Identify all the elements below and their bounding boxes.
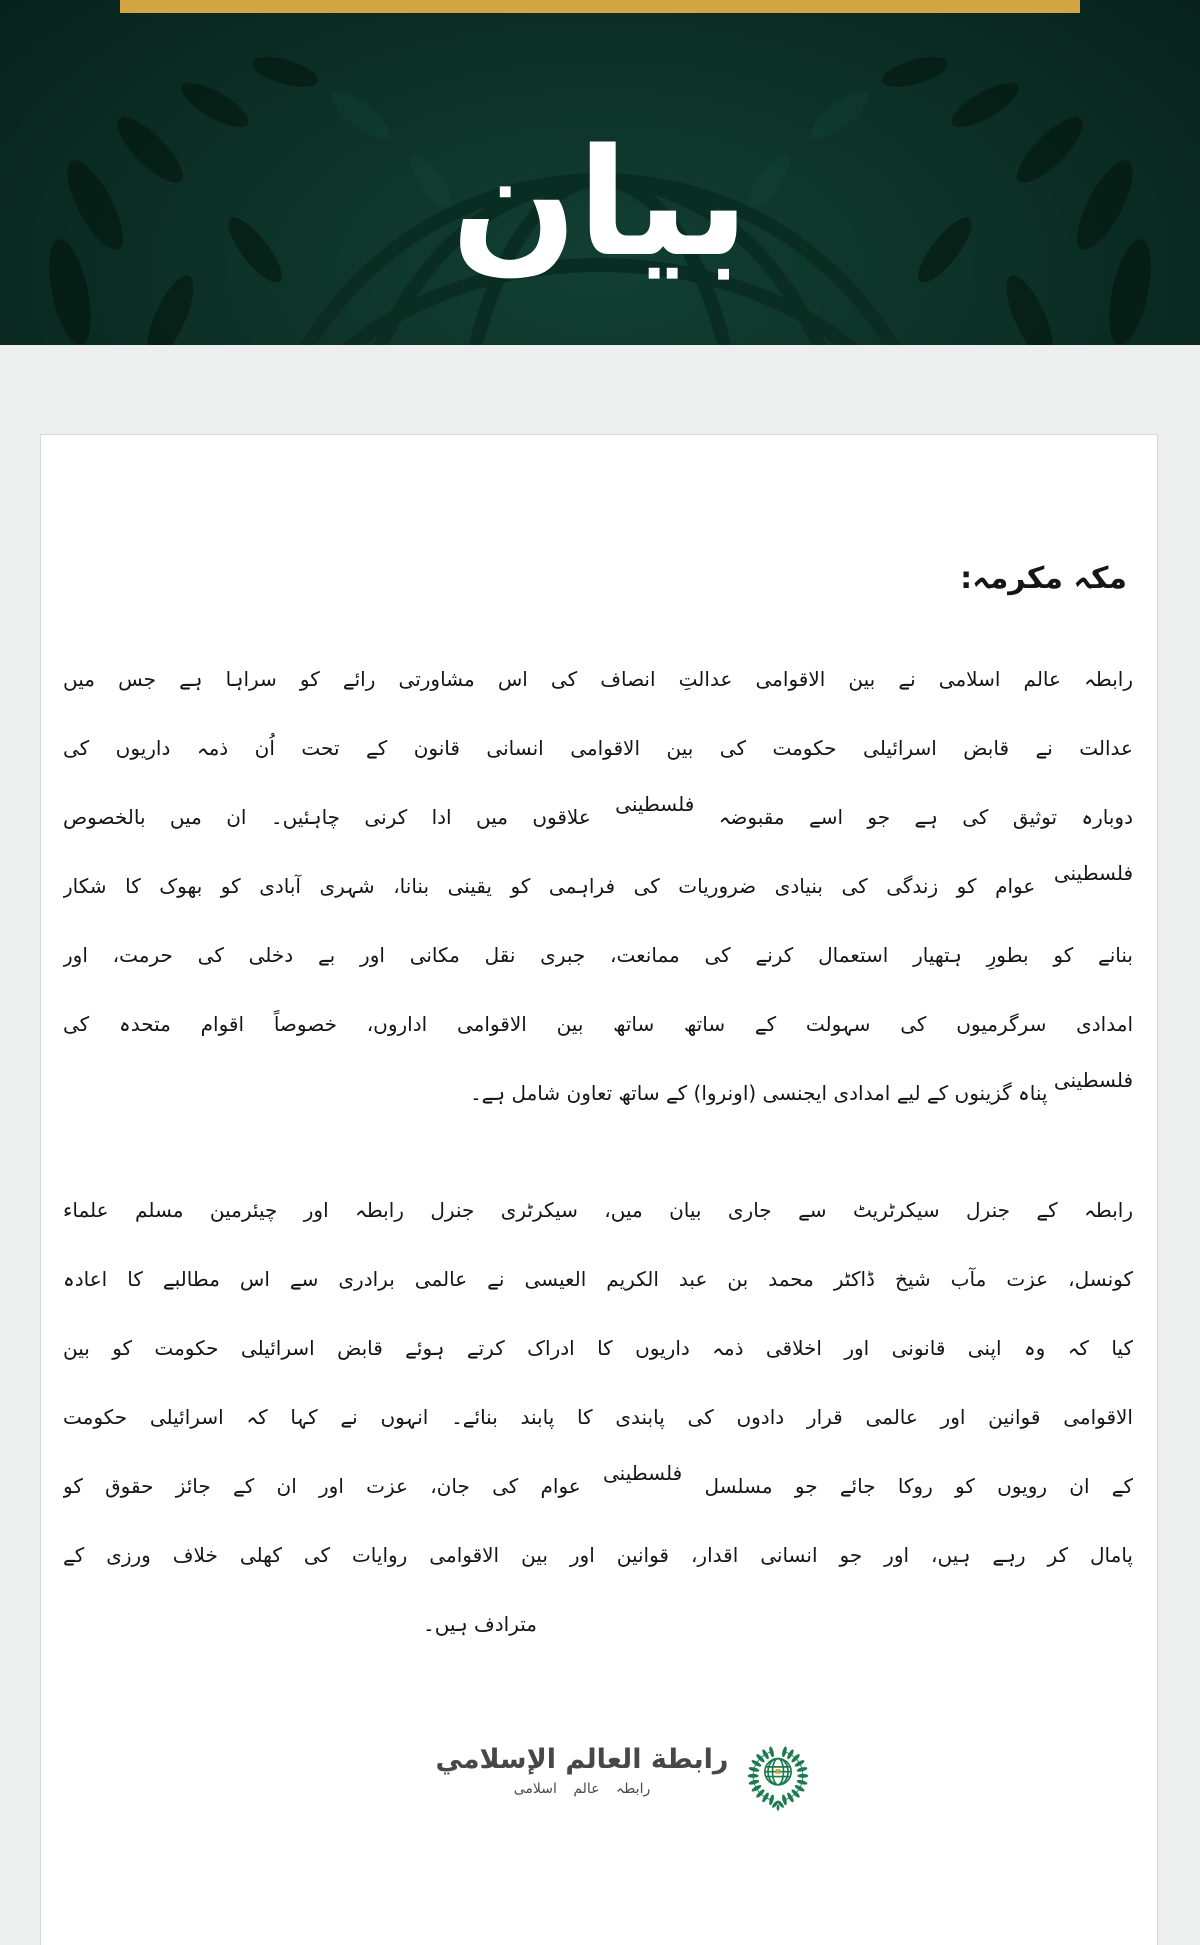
text-line-3: کیا کہ وہ اپنی قانونی اور اخلاقی ذمہ داریوں کا ادراک کرتے ہوئے قابض اسرائیلی حکومت کو بین bbox=[63, 1336, 1133, 1360]
raised-word: فلسطینی bbox=[603, 1461, 683, 1485]
paragraph-2 bbox=[63, 1176, 1133, 1659]
raised-word: فلسطینی bbox=[1053, 861, 1133, 885]
raised-word: فلسطینی bbox=[615, 792, 695, 816]
text-line-2: عدالت نے قابض اسرائیلی حکومت کی بین الاقوامی انسانی قانون کے تحت اُن ذمہ داریوں کی bbox=[63, 736, 1133, 760]
text-segment: عوام کی جان، عزت اور ان کے جائز حقوق کو bbox=[63, 1474, 581, 1498]
wreath-globe-icon bbox=[740, 1737, 816, 1823]
text-segment: دوبارہ توثیق کی ہے جو اسے مقبوضہ bbox=[718, 805, 1133, 829]
text-line-4 bbox=[63, 852, 1133, 921]
statement-title: بیان bbox=[451, 117, 749, 289]
text-line-6: امدادی سرگرمیوں کی سہولت کے ساتھ ساتھ بین الاقوامی اداروں، خصوصاً اقوام متحدہ کی bbox=[63, 1012, 1133, 1036]
text-line-5 bbox=[63, 1452, 1133, 1521]
text-segment: کے ان رویوں کو روکا جائے جو مسلسل bbox=[704, 1474, 1133, 1498]
org-name-arabic: رابطة العالم الإسلامي bbox=[435, 1744, 729, 1775]
text-segment: پناہ گزینوں کے لیے امدادی ایجنسی (اونروا) کے ساتھ تعاون شامل ہے۔ bbox=[469, 1081, 1048, 1105]
header-banner bbox=[0, 0, 1200, 345]
statement-card bbox=[40, 434, 1158, 1945]
raised-word: فلسطینی bbox=[1053, 1068, 1133, 1092]
text-line-5: بنانے کو بطورِ ہتھیار استعمال کرنے کی ممانعت، جبری نقل مکانی اور بے دخلی کی حرمت، اور bbox=[63, 943, 1133, 967]
organization-logo bbox=[91, 1737, 1161, 1823]
text-segment: عوام کو زندگی کی بنیادی ضروریات کی فراہمی کو یقینی بنانا، شہری آبادی کو بھوک کا شکار bbox=[63, 874, 1036, 898]
text-line-1: رابطہ عالم اسلامی نے بین الاقوامی عدالتِ انصاف کی اس مشاورتی رائے کو سراہا ہے جس میں bbox=[63, 667, 1133, 691]
logo-wordmark bbox=[436, 1737, 729, 1797]
text-line-6: پامال کر رہے ہیں، اور جو انسانی اقدار، قوانین اور بین الاقوامی روایات کی کھلی خلاف ورزی کے bbox=[63, 1543, 1133, 1567]
paragraph-1 bbox=[63, 645, 1133, 1128]
text-line-1: رابطہ کے جنرل سیکرٹریٹ سے جاری بیان میں، سیکرٹری جنرل رابطہ اور چیئرمین مسلم علماء bbox=[63, 1198, 1133, 1222]
text-segment: علاقوں میں ادا کرنی چاہئیں۔ ان میں بالخصوص bbox=[63, 805, 591, 829]
text-line-4: الاقوامی قوانین اور عالمی قرار دادوں کی پابندی کا پابند بنائے۔ انہوں نے کہا کہ اسرائیلی حکومت bbox=[63, 1405, 1133, 1429]
gold-accent-bar bbox=[120, 0, 1080, 13]
org-name-urdu: رابطہ عالم اسلامی bbox=[513, 1780, 651, 1797]
text-line-3 bbox=[63, 783, 1133, 852]
location-heading: مکہ مکرمہ: bbox=[960, 561, 1127, 596]
text-line-7: مترادف ہیں۔ bbox=[422, 1612, 538, 1636]
text-line-2: کونسل، عزت مآب شیخ ڈاکٹر محمد بن عبد الکریم العیسی نے عالمی برادری سے اس مطالبے کا اعادہ bbox=[63, 1267, 1133, 1291]
text-line-7 bbox=[63, 1059, 1133, 1128]
